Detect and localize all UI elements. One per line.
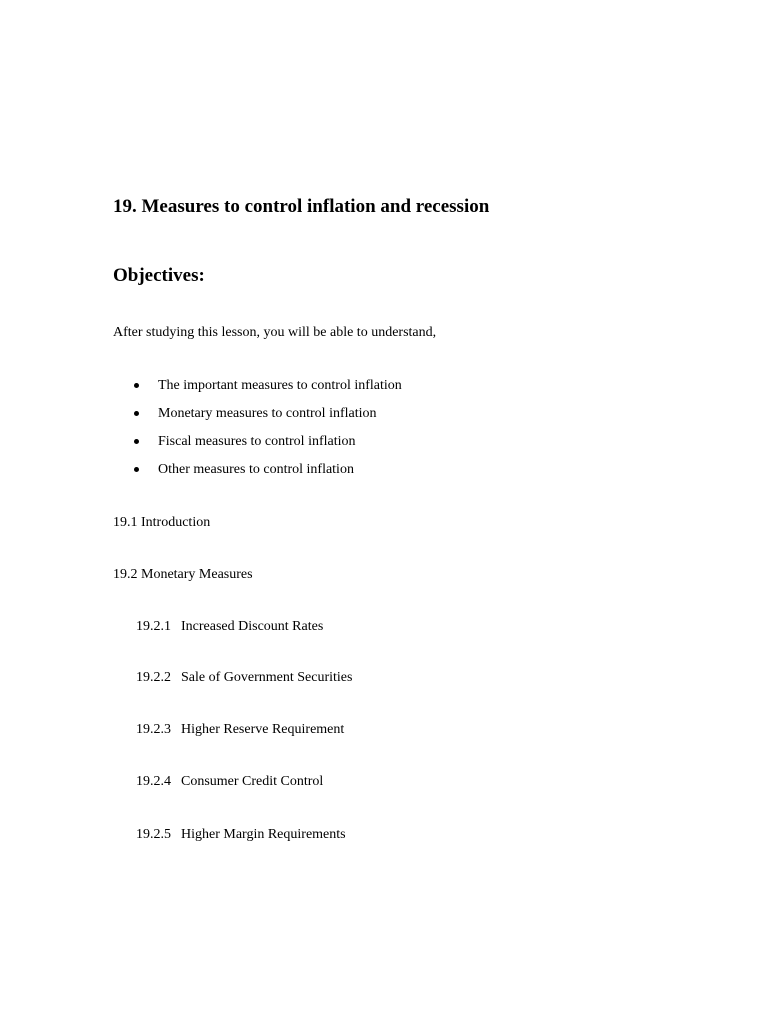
subsection-number: 19.2.4 [136,774,171,789]
subsection-label: Increased Discount Rates [181,619,324,634]
intro-text: After studying this lesson, you will be able to understand, [113,325,437,340]
subsection-item [136,720,344,740]
subsection-label: Higher Margin Requirements [181,827,346,842]
objective-text: Fiscal measures to control inflation [158,434,356,449]
bullet-icon [134,383,139,388]
bullet-icon [134,439,139,444]
page-title: 19. Measures to control inflation and recession [113,196,490,217]
subsection-label: Higher Reserve Requirement [181,722,345,737]
subsection-item [136,668,352,688]
section-introduction: 19.1 Introduction [113,515,211,530]
subsection-number: 19.2.5 [136,827,171,842]
subsection-label: Sale of Government Securities [181,670,353,685]
objective-text: Monetary measures to control inflation [158,406,377,421]
subsection-number: 19.2.3 [136,722,171,737]
objectives-heading: Objectives: [113,265,205,286]
bullet-icon [134,467,139,472]
subsection-number: 19.2.2 [136,670,171,685]
subsection-item [136,825,346,845]
objective-text: The important measures to control inflation [158,378,402,393]
objective-text: Other measures to control inflation [158,462,354,477]
subsection-label: Consumer Credit Control [181,774,324,789]
subsection-item [136,772,323,792]
subsection-number: 19.2.1 [136,619,171,634]
bullet-icon [134,411,139,416]
section-monetary-measures: 19.2 Monetary Measures [113,567,253,582]
subsection-item [136,617,323,637]
